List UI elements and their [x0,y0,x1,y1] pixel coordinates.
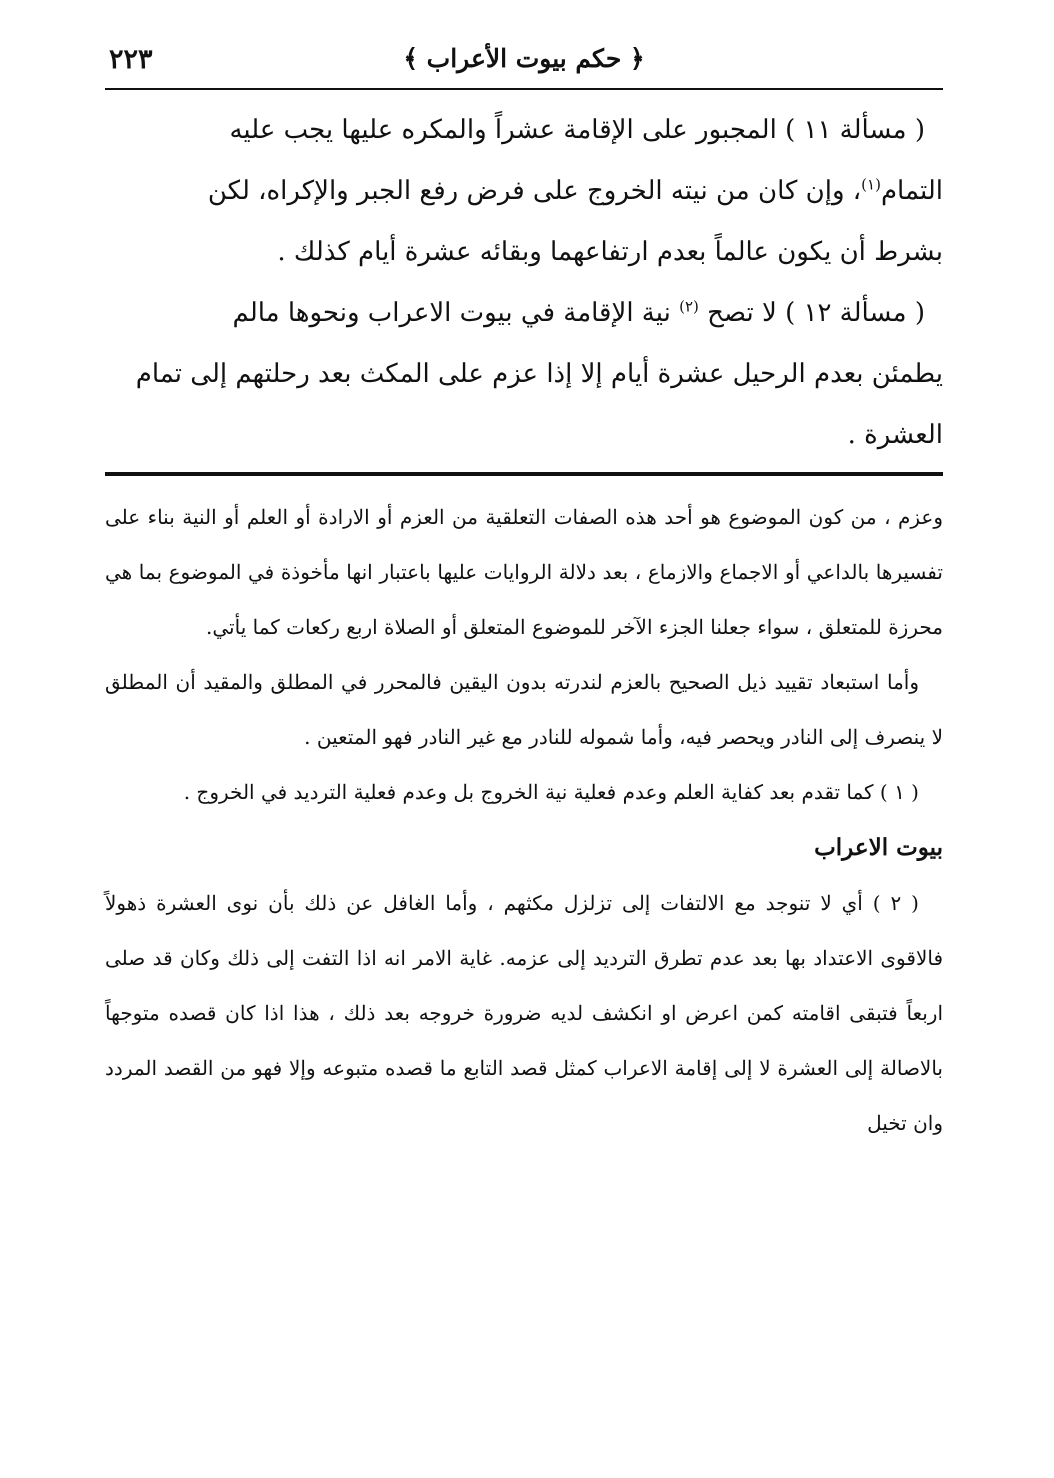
issue-11-line-2 [105,161,943,222]
issue-11-line-3: بشرط أن يكون عالماً بعدم ارتفاعهما وبقائه عشرة أيام كذلك . [277,237,943,267]
footnote-divider [105,472,943,476]
page-header [105,38,943,88]
main-text [105,100,943,466]
issue-11-line-1: ( مسألة ١١ ) المجبور على الإقامة عشراً والمكره عليها يجب عليه [229,115,925,145]
footnotes [105,490,943,1151]
book-page [105,38,943,1151]
issue-12-line-3: العشرة . [847,420,943,450]
issue-12-line-1-end: نية الإقامة في بيوت الاعراب ونحوها مالم [232,298,671,328]
issue-11-line-2-end: ، وإن كان من نيته الخروج على فرض رفع الجبر والإكراه، لكن [207,176,862,206]
footnote-ref-2: (٢) [679,297,699,316]
issue-12-line-1 [105,283,943,344]
header-divider [105,88,943,90]
issue-12-line-2: يطمئن بعدم الرحيل عشرة أيام إلا إذا عزم على المكث بعد رحلتهم إلى تمام [135,359,943,389]
footnote-continuation: وعزم ، من كون الموضوع هو أحد هذه الصفات التعلقية من العزم أو الارادة أو العلم أو النية بناء على تفسيرها بالداعي أو الاجماع والازماع ، بعد دلالة الروايات عليها باعتبار انها مأخوذة في الموضوع بما هي محرزة للمتعلق ، سواء جعلنا الجزء الآخر للموضوع المتعلق أو الصلاة اربع ركعات كما يأتي. [105,505,943,639]
footnote-subheading: بيوت الاعراب [814,834,943,861]
running-title: ﴿ حكم بيوت الأعراب ﴾ [403,44,645,73]
footnote-ref-1: (١) [861,175,881,194]
footnote-subheading-row [105,820,943,876]
footnote-paragraph-2: وأما استبعاد تقييد ذيل الصحيح بالعزم لندرته بدون اليقين فالمحرر في المطلق والمقيد أن المطلق لا ينصرف إلى النادر ويحصر فيه، وأما شموله للنادر مع غير النادر فهو المتعين . [105,670,943,749]
issue-12-line-1-start: ( مسألة ١٢ ) لا تصح [707,298,925,328]
footnote-2: ( ٢ ) أي لا تنوجد مع الالتفات إلى تزلزل مكثهم ، وأما الغافل عن ذلك بأن نوى العشرة ذهولاً فالاقوى الاعتداد بها بعد عدم تطرق الترديد إلى عزمه. غاية الامر انه اذا التفت إلى ذلك وكان قد صلى اربعاً فتبقى اقامته كمن اعرض او انكشف لديه ضرورة خروجه بعد ذلك ، هذا اذا كان قصده متوجهاً بالاصالة إلى العشرة لا إلى إقامة الاعراب كمثل قصد التابع ما قصده متبوعه وإلا فهو من القصد المردد وان تخيل [105,891,944,1135]
page-number: ٢٢٣ [109,44,153,75]
issue-11-line-2-start: التمام [880,176,943,206]
footnote-1: ( ١ ) كما تقدم بعد كفاية العلم وعدم فعلية نية الخروج بل وعدم فعلية الترديد في الخروج . [183,780,919,804]
